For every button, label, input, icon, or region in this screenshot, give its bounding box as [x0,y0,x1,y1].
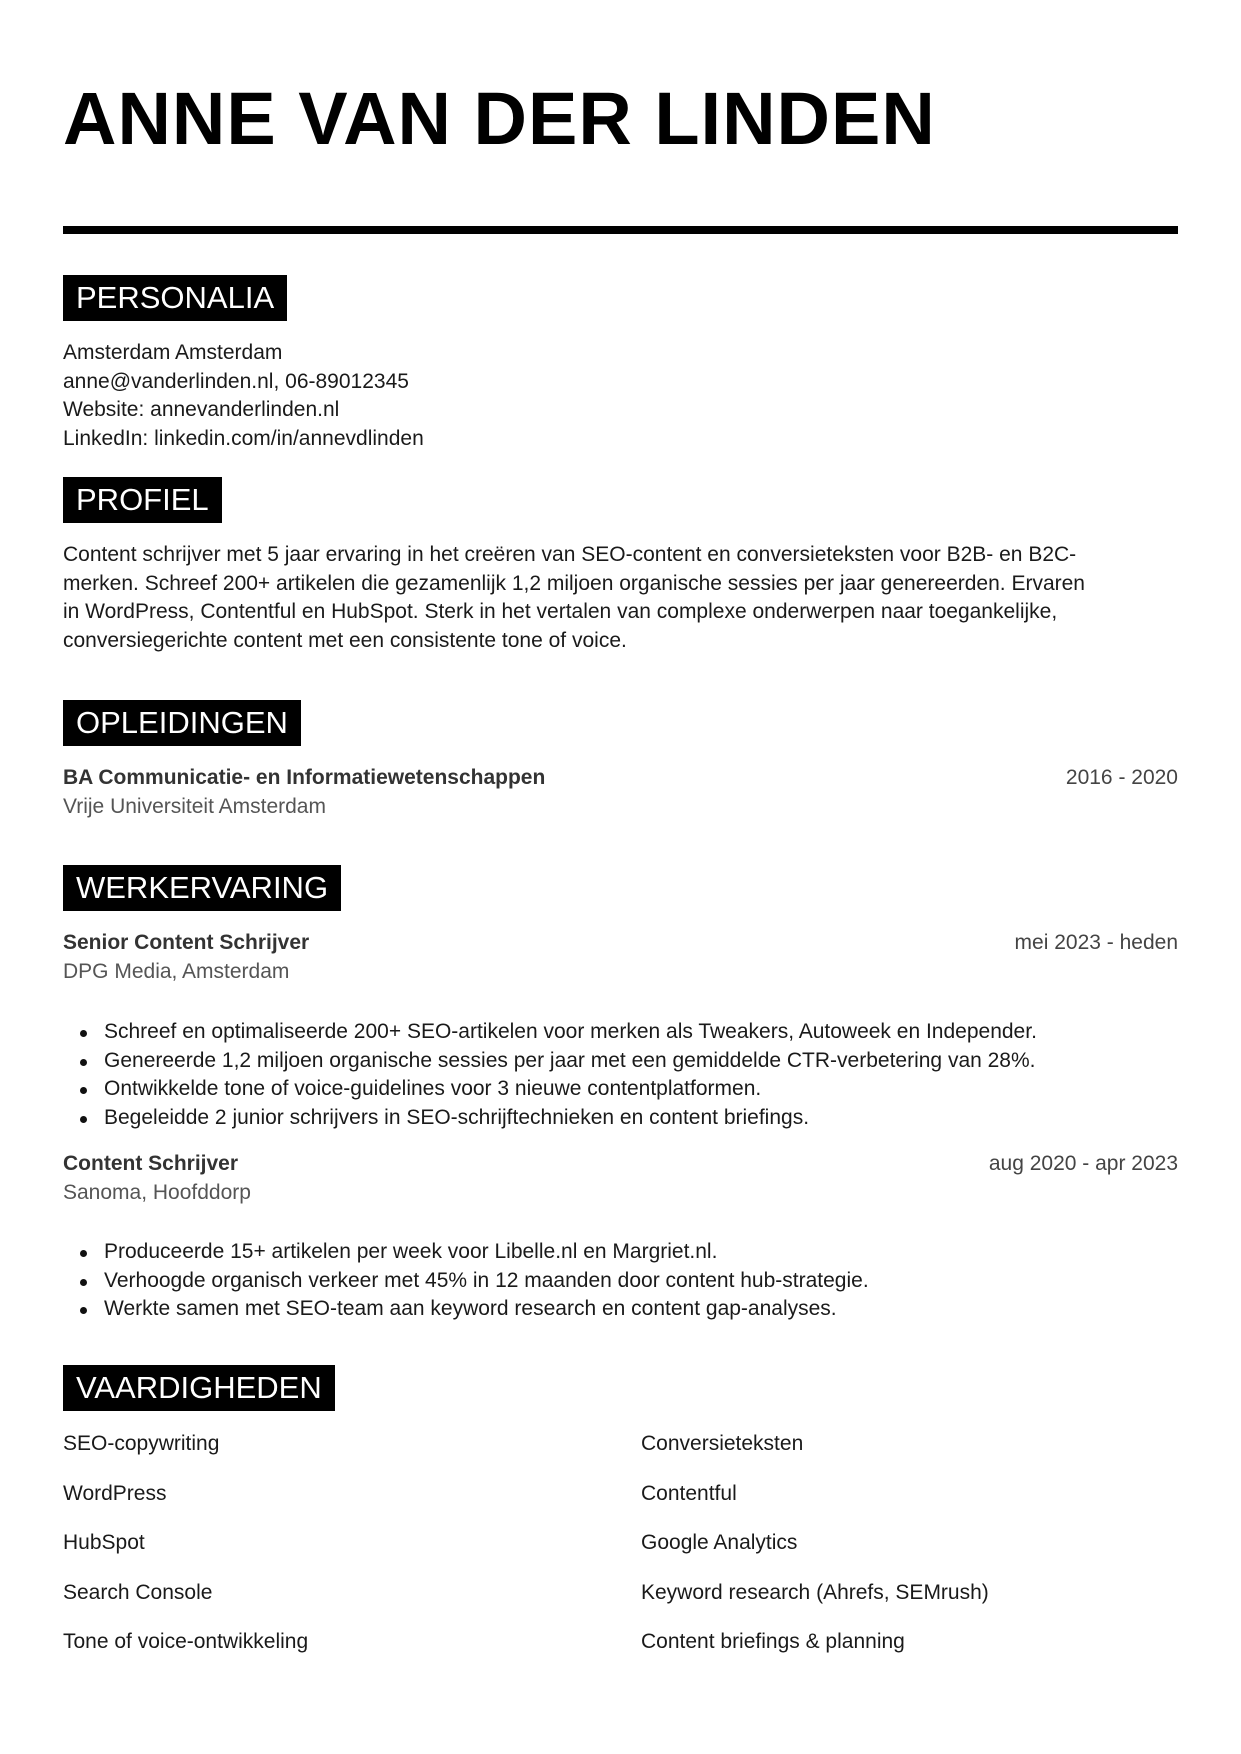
job-bullet: Werkte samen met SEO-team aan keyword research en content gap-analyses. [63,1295,1178,1324]
section-heading-opleidingen: OPLEIDINGEN [63,700,301,746]
skill-item: Search Console [63,1580,213,1604]
skill-item: SEO-copywriting [63,1432,220,1455]
website: Website: annevanderlinden.nl [63,398,340,421]
job-bullet: Schreef en optimaliseerde 200+ SEO-artikelen voor merken als Tweakers, Autoweek en Independer. [63,1018,1178,1047]
job-entry [63,1150,1178,1207]
linkedin: LinkedIn: linkedin.com/in/annevdlinden [63,426,424,450]
job-title: Senior Content Schrijver [63,931,310,954]
profile-summary [63,541,1178,655]
job-company: Sanoma, Hoofddorp [63,1180,251,1204]
skill-item: Conversieteksten [641,1432,804,1455]
skills-grid [63,1432,1178,1680]
section-heading-vaardigheden: VAARDIGHEDEN [63,1365,335,1411]
job-bullet: Verhoogde organisch verkeer met 45% in 12 maanden door content hub-strategie. [63,1267,1178,1296]
job-bullet: Begeleidde 2 junior schrijvers in SEO-schrijftechnieken en content briefings. [63,1104,1178,1133]
skill-item: Google Analytics [641,1531,798,1555]
job-bullet: Genereerde 1,2 miljoen organische sessies per jaar met een gemiddelde CTR-verbetering van 28%. [63,1047,1178,1076]
section-heading-personalia: PERSONALIA [63,275,287,321]
personalia-block [63,339,1178,453]
job-title: Content Schrijver [63,1152,239,1175]
profile-line: conversiegerichte content met een consistente tone of voice. [63,628,627,652]
job-bullets [63,1238,1178,1324]
skill-item: Tone of voice-ontwikkeling [63,1630,309,1654]
profile-line: in WordPress, Contentful en HubSpot. Sterk in het vertalen van complexe onderwerpen naar toegankelijke, [63,600,1058,623]
address: Amsterdam Amsterdam [63,341,283,364]
skill-item: HubSpot [63,1531,145,1555]
profile-line: merken. Schreef 200+ artikelen die gezamenlijk 1,2 miljoen organische sessies per jaar genereerden. Ervaren [63,571,1085,595]
header-divider [63,226,1178,234]
candidate-name: ANNE VAN DER LINDEN [63,77,936,160]
profile-line: Content schrijver met 5 jaar ervaring in het creëren van SEO-content en conversieteksten voor B2B- en B2C- [63,543,1077,566]
section-heading-profiel: PROFIEL [63,477,222,523]
section-heading-werkervaring: WERKERVARING [63,865,341,911]
job-company: DPG Media, Amsterdam [63,959,290,983]
education-date: 2016 - 2020 [1065,766,1178,789]
job-bullets [63,1018,1178,1132]
skill-item: Keyword research (Ahrefs, SEMrush) [641,1580,989,1604]
education-institution: Vrije Universiteit Amsterdam [63,794,326,818]
job-entry [63,929,1178,986]
education-title: BA Communicatie- en Informatiewetenschappen [63,766,546,789]
skill-item: WordPress [63,1481,167,1505]
skill-item: Contentful [641,1481,737,1505]
contact-email-phone: anne@vanderlinden.nl, 06-89012345 [63,369,409,393]
education-entry [63,764,1178,821]
job-date: aug 2020 - apr 2023 [988,1152,1178,1175]
skill-item: Content briefings & planning [641,1630,905,1654]
job-bullet: Ontwikkelde tone of voice-guidelines voor 3 nieuwe contentplatformen. [63,1075,1178,1104]
job-bullet: Produceerde 15+ artikelen per week voor Libelle.nl en Margriet.nl. [63,1238,1178,1267]
job-date: mei 2023 - heden [1014,931,1178,954]
